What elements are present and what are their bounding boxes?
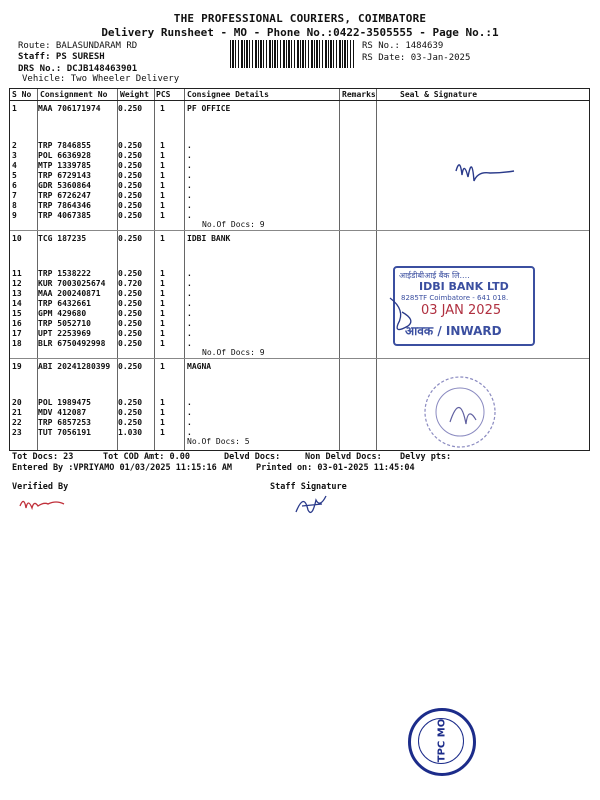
row-weight: 0.250 xyxy=(118,299,143,308)
route: Route: BALASUNDARAM RD xyxy=(18,41,138,51)
row-weight: 0.250 xyxy=(118,329,143,338)
row-consignment: MAA 200240871 xyxy=(38,289,101,298)
row-dot: . xyxy=(187,418,192,427)
row-weight: 0.250 xyxy=(118,104,143,113)
row-consignment: GPM 429680 xyxy=(38,309,87,318)
row-dot: . xyxy=(187,181,192,190)
row-dot: . xyxy=(187,191,192,200)
row-pcs: 1 xyxy=(160,289,165,298)
row-sno: 10 xyxy=(12,234,22,243)
row-sno: 16 xyxy=(12,319,22,328)
row-consignment: KUR 7003025674 xyxy=(38,279,106,288)
row-weight: 0.250 xyxy=(118,339,143,348)
row-sno: 19 xyxy=(12,362,22,371)
row-dot: . xyxy=(187,428,192,437)
staff-signature xyxy=(292,490,332,520)
consignee-name: IDBI BANK xyxy=(187,234,231,243)
row-sno: 17 xyxy=(12,329,22,338)
row-weight: 0.250 xyxy=(118,161,143,170)
recipient-signature xyxy=(450,151,520,187)
col-consignee: Consignee Details xyxy=(187,90,269,99)
row-dot: . xyxy=(187,211,192,220)
row-consignment: TRP 7864346 xyxy=(38,201,91,210)
row-pcs: 1 xyxy=(160,211,165,220)
row-dot: . xyxy=(187,309,192,318)
row-weight: 0.250 xyxy=(118,234,143,243)
row-weight: 1.030 xyxy=(118,428,143,437)
row-dot: . xyxy=(187,339,192,348)
row-weight: 0.250 xyxy=(118,181,143,190)
row-pcs: 1 xyxy=(160,269,165,278)
col-consignment: Consignment No xyxy=(40,90,108,99)
row-pcs: 1 xyxy=(160,191,165,200)
row-consignment: MAA 706171974 xyxy=(38,104,101,113)
non-delivered-docs: Non Delvd Docs: xyxy=(305,452,382,462)
row-weight: 0.250 xyxy=(118,319,143,328)
row-weight: 0.720 xyxy=(118,279,143,288)
row-sno: 23 xyxy=(12,428,22,437)
row-consignment: POL 1989475 xyxy=(38,398,91,407)
row-pcs: 1 xyxy=(160,339,165,348)
row-dot: . xyxy=(187,141,192,150)
row-sno: 14 xyxy=(12,299,22,308)
row-sno: 21 xyxy=(12,408,22,417)
col-seal-signature: Seal & Signature xyxy=(400,90,478,99)
row-weight: 0.250 xyxy=(118,171,143,180)
row-weight: 0.250 xyxy=(118,201,143,210)
row-weight: 0.250 xyxy=(118,211,143,220)
doc-count: No.Of Docs: 5 xyxy=(187,437,250,446)
row-pcs: 1 xyxy=(160,408,165,417)
row-sno: 4 xyxy=(12,161,17,170)
row-consignment: TRP 1538222 xyxy=(38,269,91,278)
col-pcs: PCS xyxy=(156,90,171,99)
col-weight: Weight xyxy=(120,90,149,99)
row-weight: 0.250 xyxy=(118,269,143,278)
row-sno: 1 xyxy=(12,104,17,113)
row-consignment: MDV 412087 xyxy=(38,408,87,417)
row-dot: . xyxy=(187,289,192,298)
row-pcs: 1 xyxy=(160,151,165,160)
row-dot: . xyxy=(187,408,192,417)
row-pcs: 1 xyxy=(160,428,165,437)
row-weight: 0.250 xyxy=(118,309,143,318)
row-weight: 0.250 xyxy=(118,362,143,371)
row-sno: 3 xyxy=(12,151,17,160)
row-pcs: 1 xyxy=(160,418,165,427)
row-weight: 0.250 xyxy=(118,141,143,150)
row-weight: 0.250 xyxy=(118,289,143,298)
drs-number: DRS No.: DCJB148463901 xyxy=(18,64,138,74)
row-pcs: 1 xyxy=(160,309,165,318)
rs-date: RS Date: 03-Jan-2025 xyxy=(362,53,471,63)
row-pcs: 1 xyxy=(160,319,165,328)
row-pcs: 1 xyxy=(160,104,165,113)
row-dot: . xyxy=(187,171,192,180)
stamp-signature xyxy=(386,290,426,340)
row-dot: . xyxy=(187,329,192,338)
doc-count: No.Of Docs: 9 xyxy=(202,348,265,357)
row-sno: 11 xyxy=(12,269,22,278)
row-dot: . xyxy=(187,151,192,160)
consignee-name: MAGNA xyxy=(187,362,212,371)
row-dot: . xyxy=(187,201,192,210)
row-pcs: 1 xyxy=(160,181,165,190)
row-dot: . xyxy=(187,161,192,170)
row-sno: 20 xyxy=(12,398,22,407)
col-sno: S No xyxy=(12,90,32,99)
row-consignment: MTP 1339785 xyxy=(38,161,91,170)
row-pcs: 1 xyxy=(160,201,165,210)
runsheet-subtitle: Delivery Runsheet - MO - Phone No.:0422-3505555 - Page No.:1 xyxy=(101,26,499,39)
row-dot: . xyxy=(187,319,192,328)
row-sno: 13 xyxy=(12,289,22,298)
row-consignment: TRP 6432661 xyxy=(38,299,91,308)
verified-signature xyxy=(18,492,68,514)
row-pcs: 1 xyxy=(160,141,165,150)
total-docs: Tot Docs: 23 xyxy=(12,452,74,462)
row-dot: . xyxy=(187,398,192,407)
verified-by-label: Verified By xyxy=(12,482,69,492)
col-remarks: Remarks xyxy=(342,90,376,99)
row-pcs: 1 xyxy=(160,329,165,338)
row-consignment: BLR 6750492998 xyxy=(38,339,106,348)
row-weight: 0.250 xyxy=(118,151,143,160)
row-consignment: GDR 5360864 xyxy=(38,181,91,190)
row-weight: 0.250 xyxy=(118,191,143,200)
row-sno: 5 xyxy=(12,171,17,180)
row-pcs: 1 xyxy=(160,398,165,407)
tpc-stamp: TPC MO xyxy=(408,708,476,776)
consignee-name: PF OFFICE xyxy=(187,104,231,113)
company-title: THE PROFESSIONAL COURIERS, COIMBATORE xyxy=(173,12,427,25)
row-sno: 9 xyxy=(12,211,17,220)
row-dot: . xyxy=(187,299,192,308)
row-sno: 8 xyxy=(12,201,17,210)
row-pcs: 1 xyxy=(160,279,165,288)
delivered-docs: Delvd Docs: xyxy=(224,452,281,462)
bank-stamp: आईडीबीआई बैंक लि.... IDBI BANK LTD 8285TF Coimbatore - 641 018. 03 JAN 2025 आवक / INWARD xyxy=(393,266,535,346)
row-consignment: TRP 6726247 xyxy=(38,191,91,200)
row-consignment: TRP 4067385 xyxy=(38,211,91,220)
row-sno: 7 xyxy=(12,191,17,200)
row-weight: 0.250 xyxy=(118,408,143,417)
row-pcs: 1 xyxy=(160,299,165,308)
row-sno: 2 xyxy=(12,141,17,150)
row-sno: 6 xyxy=(12,181,17,190)
row-sno: 15 xyxy=(12,309,22,318)
entered-by: Entered By :VPRIYAMO 01/03/2025 11:15:16 AM xyxy=(12,463,233,473)
row-consignment: TRP 7846855 xyxy=(38,141,91,150)
row-weight: 0.250 xyxy=(118,418,143,427)
doc-count: No.Of Docs: 9 xyxy=(202,220,265,229)
row-weight: 0.250 xyxy=(118,398,143,407)
staff: Staff: PS SURESH xyxy=(18,52,105,62)
row-consignment: UPT 2253969 xyxy=(38,329,91,338)
row-sno: 12 xyxy=(12,279,22,288)
delivery-points: Delvy pts: xyxy=(400,452,452,462)
row-dot: . xyxy=(187,269,192,278)
row-sno: 22 xyxy=(12,418,22,427)
row-consignment: TCG 187235 xyxy=(38,234,87,243)
row-consignment: TUT 7056191 xyxy=(38,428,91,437)
printed-on: Printed on: 03-01-2025 11:45:04 xyxy=(256,463,415,473)
row-consignment: TRP 6857253 xyxy=(38,418,91,427)
row-pcs: 1 xyxy=(160,362,165,371)
row-consignment: POL 6636928 xyxy=(38,151,91,160)
row-pcs: 1 xyxy=(160,171,165,180)
total-cod: Tot COD Amt: 0.00 xyxy=(103,452,190,462)
round-seal xyxy=(420,372,500,452)
barcode xyxy=(230,40,354,68)
rs-number: RS No.: 1484639 xyxy=(362,41,444,51)
vehicle: Vehicle: Two Wheeler Delivery xyxy=(22,74,180,84)
row-pcs: 1 xyxy=(160,161,165,170)
staff-signature-label: Staff Signature xyxy=(270,482,347,492)
row-sno: 18 xyxy=(12,339,22,348)
row-consignment: ABI 20241280399 xyxy=(38,362,111,371)
row-consignment: TRP 6729143 xyxy=(38,171,91,180)
row-consignment: TRP 5052710 xyxy=(38,319,91,328)
row-dot: . xyxy=(187,279,192,288)
row-pcs: 1 xyxy=(160,234,165,243)
